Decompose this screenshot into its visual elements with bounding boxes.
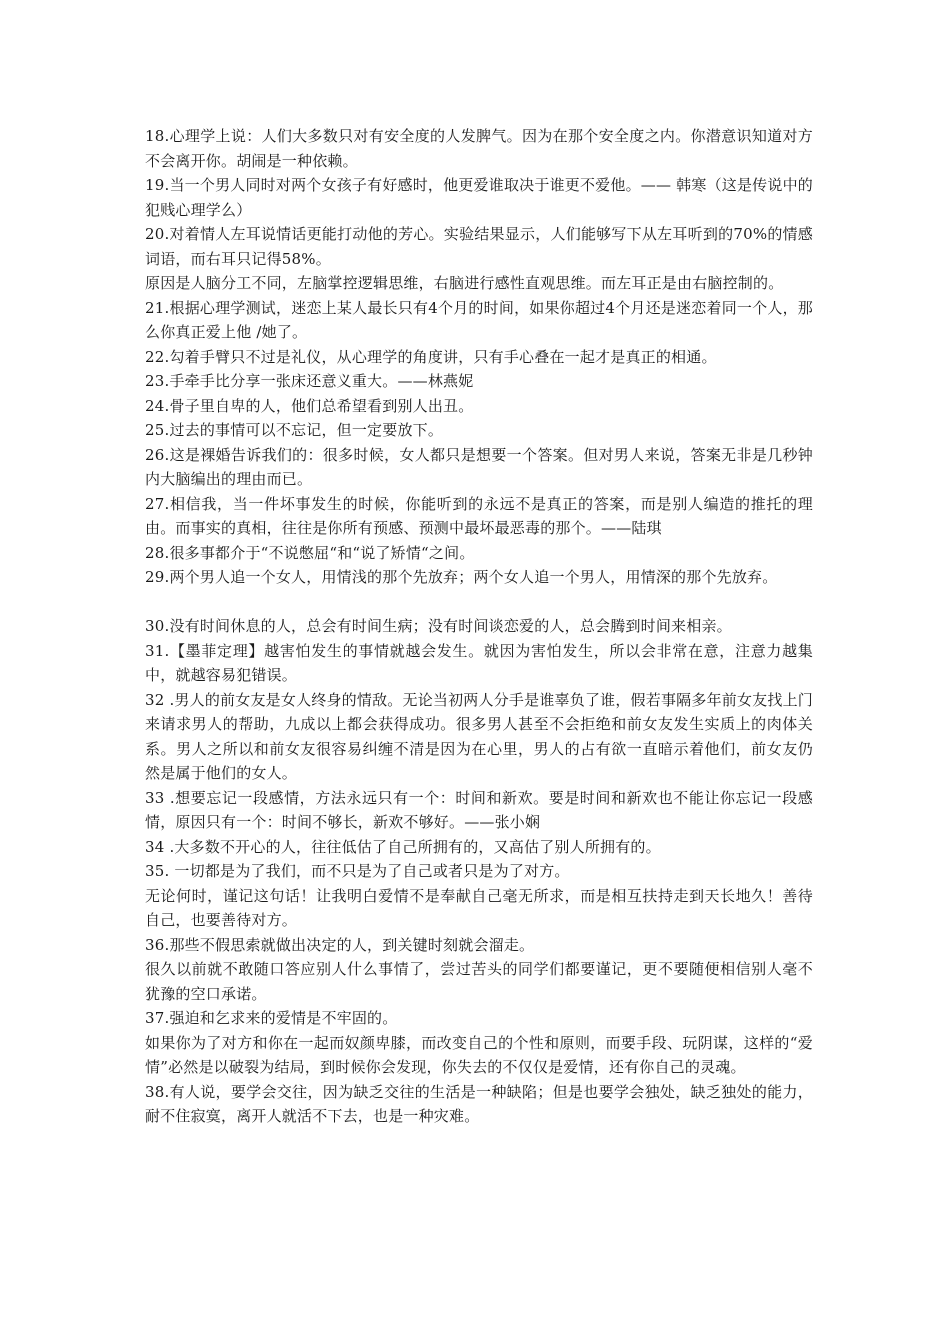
paragraph-36-note: 很久以前就不敢随口答应别人什么事情了，尝过苦头的同学们都要谨记，更不要随便相信别人毫不犹豫的空口承诺。: [145, 960, 813, 1003]
paragraph-37-note: 如果你为了对方和你在一起而奴颜卑膝，而改变自己的个性和原则，而要手段、玩阴谋，这样的“爱情”必然是以破裂为结局，到时候你会发现，你失去的不仅仅是爱情，还有你自己的灵魂。: [145, 1033, 813, 1076]
blank-line: [145, 590, 813, 615]
paragraph-24: 24.骨子里自卑的人，他们总希望看到别人出丑。: [145, 396, 474, 415]
paragraph-34: 34 .大多数不开心的人，往往低估了自己所拥有的，又高估了别人所拥有的。: [145, 837, 661, 856]
paragraph-28: 28.很多事都介于“不说憋屈“和“说了矫情“之间。: [145, 543, 475, 562]
paragraph-32: 32 .男人的前女友是女人终身的情敌。无论当初两人分手是谁辜负了谁，假若事隔多年前女友找上门来请求男人的帮助，九成以上都会获得成功。很多男人甚至不会拒绝和前女友发生实质上的肉体关系。男人之所以和前女友很容易纠缠不清是因为在心里，男人的占有欲一直暗示着他们，前女友仍然是属于他们的女人。: [145, 690, 813, 782]
paragraph-36: 36.那些不假思索就做出决定的人，到关键时刻就会溜走。: [145, 935, 535, 954]
paragraph-26: 26.这是裸婚告诉我们的：很多时候，女人都只是想要一个答案。但对男人来说，答案无非是几秒钟内大脑编出的理由而已。: [145, 445, 813, 488]
paragraph-20: 20.对着情人左耳说情话更能打动他的芳心。实验结果显示，人们能够写下从左耳听到的70%的情感词语，而右耳只记得58%。: [145, 225, 813, 268]
paragraph-29: 29.两个男人追一个女人，用情浅的那个先放弃；两个女人追一个男人，用情深的那个先放弃。: [145, 568, 778, 586]
paragraph-21: 21.根据心理学测试，迷恋上某人最长只有4个月的时间，如果你超过4个月还是迷恋着同一个人，那么你真正爱上他 /她了。: [145, 298, 813, 341]
paragraph-31: 31.【墨菲定理】越害怕发生的事情就越会发生。就因为害怕发生，所以会非常在意，注意力越集中，就越容易犯错误。: [145, 641, 813, 684]
paragraph-19: 19.当一个男人同时对两个女孩子有好感时，他更爱谁取决于谁更不爱他。—— 韩寒（这是传说中的犯贱心理学么）: [145, 176, 813, 219]
paragraph-18: 18.心理学上说：人们大多数只对有安全度的人发脾气。因为在那个安全度之内。你潜意识知道对方不会离开你。胡闹是一种依赖。: [145, 127, 813, 170]
paragraph-22: 22.勾着手臂只不过是礼仪，从心理学的角度讲，只有手心叠在一起才是真正的相通。: [145, 347, 717, 366]
paragraph-20-explanation: 原因是人脑分工不同，左脑掌控逻辑思维，右脑进行感性直观思维。而左耳正是由右脑控制的。: [145, 274, 784, 292]
paragraph-27: 27.相信我，当一件坏事发生的时候，你能听到的永远不是真正的答案，而是别人编造的推托的理由。而事实的真相，往往是你所有预感、预测中最坏最恶毒的那个。——陆琪: [145, 494, 813, 537]
document-body: [145, 124, 813, 1129]
paragraph-25: 25.过去的事情可以不忘记，但一定要放下。: [145, 421, 444, 439]
paragraph-35-note: 无论何时，谨记这句话！让我明白爱情不是奉献自己毫无所求，而是相互扶持走到天长地久！善待自己，也要善待对方。: [145, 886, 813, 929]
paragraph-35: 35. 一切都是为了我们，而不只是为了自己或者只是为了对方。: [145, 862, 570, 880]
paragraph-23: 23.手牵手比分享一张床还意义重大。——林燕妮: [145, 372, 474, 390]
paragraph-33: 33 .想要忘记一段感情，方法永远只有一个：时间和新欢。要是时间和新欢也不能让你忘记一段感情，原因只有一个：时间不够长，新欢不够好。——张小娴: [145, 788, 813, 831]
paragraph-30: 30.没有时间休息的人，总会有时间生病；没有时间谈恋爱的人，总会腾到时间来相亲。: [145, 617, 732, 635]
paragraph-37: 37.强迫和乞求来的爱情是不牢固的。: [145, 1009, 398, 1027]
paragraph-38: 38.有人说，要学会交往，因为缺乏交往的生活是一种缺陷；但是也要学会独处，缺乏独处的能力，耐不住寂寞，离开人就活不下去，也是一种灾难。: [145, 1082, 813, 1125]
